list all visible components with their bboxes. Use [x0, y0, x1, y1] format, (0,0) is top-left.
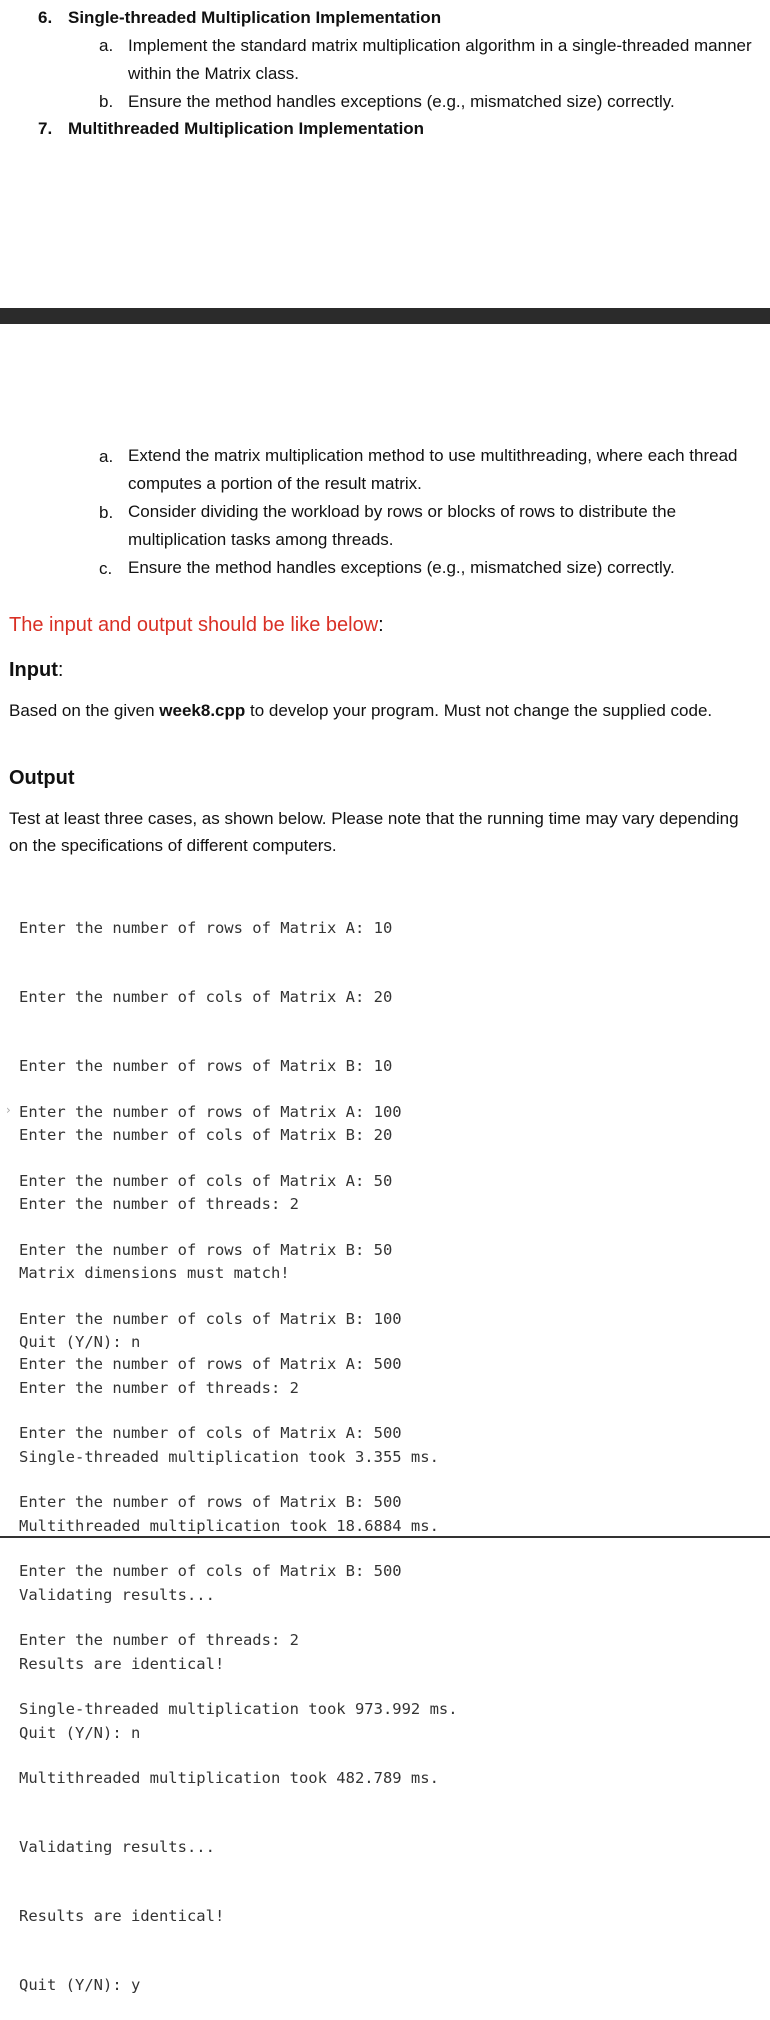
output-label-text: Output: [9, 767, 75, 789]
section-7-number: 7.: [38, 119, 53, 138]
console-line: Quit (Y/N): n: [19, 1333, 141, 1351]
section-6-heading: [38, 7, 441, 29]
console-line: Single-threaded multiplication took 973.992 ms.: [19, 1700, 458, 1718]
page-break-divider: [0, 308, 770, 324]
console-line: Enter the number of cols of Matrix B: 100: [19, 1310, 402, 1328]
section-7-title: Multithreaded Multiplication Implementation: [68, 119, 425, 138]
output-label: [9, 765, 75, 791]
console-line: Enter the number of threads: 2: [19, 1195, 299, 1213]
input-desc-after: to develop your program. Must not change the supplied code.: [245, 701, 713, 720]
input-label: [9, 657, 63, 683]
console-line: Enter the number of threads: 2: [19, 1631, 299, 1649]
console-line: Enter the number of threads: 2: [19, 1379, 299, 1397]
console-line: Enter the number of rows of Matrix A: 100: [19, 1103, 402, 1121]
collapse-caret-icon: ›: [6, 1103, 11, 1117]
section-6-item-b-text: Ensure the method handles exceptions (e.g., mismatched size) correctly.: [128, 92, 675, 111]
io-heading-colon: :: [378, 614, 384, 636]
console-line: Quit (Y/N): y: [19, 1976, 141, 1994]
console-line: Enter the number of rows of Matrix B: 500: [19, 1493, 402, 1511]
console-line: Multithreaded multiplication took 482.789 ms.: [19, 1769, 439, 1787]
console-line: Enter the number of rows of Matrix B: 10: [19, 1057, 393, 1075]
input-desc-filename: week8.cpp: [159, 701, 246, 720]
console-line: Results are identical!: [19, 1655, 225, 1673]
console-line: Validating results...: [19, 1838, 215, 1856]
console-line: Enter the number of rows of Matrix A: 500: [19, 1355, 402, 1373]
input-label-colon: :: [57, 659, 64, 681]
console-line: Results are identical!: [19, 1907, 225, 1925]
section-6-number: 6.: [38, 8, 53, 27]
input-description: [9, 697, 749, 724]
section-7-item-c-letter: c.: [99, 559, 113, 578]
io-heading: [9, 612, 384, 638]
section-7-heading: [38, 118, 424, 140]
section-6-title: Single-threaded Multiplication Implementation: [68, 8, 442, 27]
console-line: Enter the number of cols of Matrix A: 50: [19, 1172, 393, 1190]
section-7-item-a-letter: a.: [99, 447, 114, 466]
console-line: Multithreaded multiplication took 18.6884 ms.: [19, 1517, 439, 1535]
section-6-item-b-letter: b.: [99, 92, 114, 111]
console-line: Quit (Y/N): n: [19, 1724, 141, 1742]
output-description: Test at least three cases, as shown below. Please note that the running time may vary depending on the specifications of different computers.: [9, 809, 739, 855]
section-6-item-a-text: Implement the standard matrix multiplication algorithm in a single-threaded manner within the Matrix class.: [128, 36, 752, 83]
console-line: Enter the number of cols of Matrix A: 500: [19, 1424, 402, 1442]
section-7-item-c-text: Ensure the method handles exceptions (e.g., mismatched size) correctly.: [128, 558, 675, 577]
console-line: Single-threaded multiplication took 3.355 ms.: [19, 1448, 439, 1466]
console-line: Enter the number of cols of Matrix A: 20: [19, 988, 393, 1006]
section-6-item-a-letter: a.: [99, 36, 114, 55]
console-line: Enter the number of cols of Matrix B: 20: [19, 1126, 393, 1144]
console-line: Validating results...: [19, 1586, 215, 1604]
section-7-item-b-text: Consider dividing the workload by rows or blocks of rows to distribute the multiplication tasks among threads.: [128, 502, 677, 549]
console-line: Enter the number of rows of Matrix A: 10: [19, 919, 393, 937]
input-desc-before: Based on the given: [9, 701, 160, 720]
section-7-item-b-letter: b.: [99, 503, 114, 522]
io-heading-text: The input and output should be like below: [9, 614, 379, 636]
console-line: Enter the number of cols of Matrix B: 500: [19, 1562, 402, 1580]
console-line: Matrix dimensions must match!: [19, 1264, 290, 1282]
console-line: Enter the number of rows of Matrix B: 50: [19, 1241, 393, 1259]
section-7-item-a-text: Extend the matrix multiplication method to use multithreading, where each thread computes a portion of the result matrix.: [128, 446, 738, 493]
console-case-3: [19, 1307, 458, 2020]
input-label-text: Input: [9, 659, 58, 681]
